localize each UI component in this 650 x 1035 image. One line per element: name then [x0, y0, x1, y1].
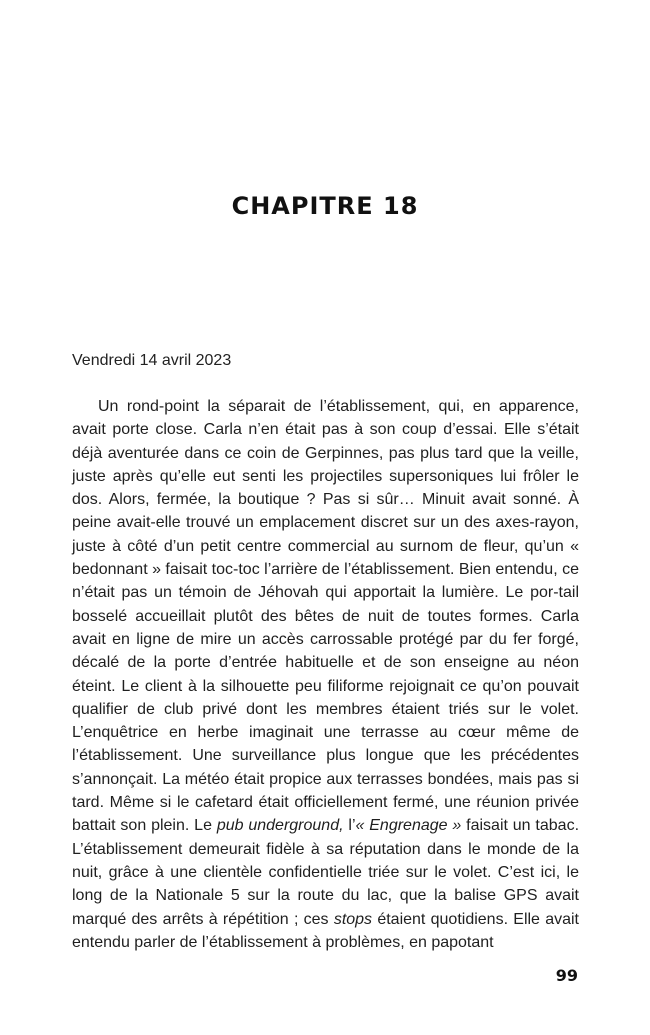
- paragraph-text-2: l’: [343, 817, 356, 835]
- date-line: Vendredi 14 avril 2023: [72, 352, 232, 369]
- page-number: 99: [555, 966, 578, 985]
- body-paragraph: [72, 395, 579, 954]
- paragraph-text-3: faisait un tabac. L’établissement demeurait fidèle à sa réputation dans le monde de la nuit, grâce à une clientèle confidentielle triée sur le volet. C’est ici, le long de la Nationale 5 sur la route du lac, que la balise GPS avait marqué des arrêts à répétition ; ces: [72, 817, 580, 928]
- paragraph-text-1: Un rond-point la séparait de l’établissement, qui, en apparence, avait porte close. Carla n’en était pas à son coup d’essai. Elle s’était déjà aventurée dans ce coin de Gerpinnes, pas plus tard que la veille, juste après qu’elle eut senti les projectiles supersoniques lui frôler le dos. Alors, fermée, la boutique ? Pas si sûr… Minuit avait sonné. À peine avait-elle trouvé un emplacement discret sur un des axes-rayon, juste à côté d’un petit centre commercial au surnom de fleur, qu’un « bedonnant » faisait toc-toc l’arrière de l’établissement. Bien entendu, ce n’était pas un témoin de Jéhovah qui apportait la lumière. Le por-tail bosselé accueillait plutôt des bêtes de nuit de toutes formes. Carla avait en ligne de mire un accès carrossable protégé par du fer forgé, décalé de la porte d’entrée habituelle et de son enseigne au néon éteint. Le client à la silhouette peu filiforme rejoignait ce qu’on pouvait qualifier de club privé dont les membres étaient triés sur le volet. L’enquêtrice en herbe imaginait une terrasse au cœur même de l’établissement. Une surveillance plus longue que les précédentes s’annonçait. La météo était propice aux terrasses bondées, mais pas si tard. Même si le cafetard était officiellement fermé, une réunion privée battait son plein. Le: [72, 398, 579, 835]
- italic-stops: stops: [333, 910, 373, 928]
- chapter-title: CHAPITRE 18: [231, 192, 419, 220]
- italic-engrenage: « Engrenage »: [355, 817, 462, 835]
- paragraph-text-4: étaient quotidiens. Elle avait entendu parler de l’établissement à problèmes, en papotant: [72, 910, 579, 951]
- italic-pub-underground: pub underground,: [216, 817, 344, 835]
